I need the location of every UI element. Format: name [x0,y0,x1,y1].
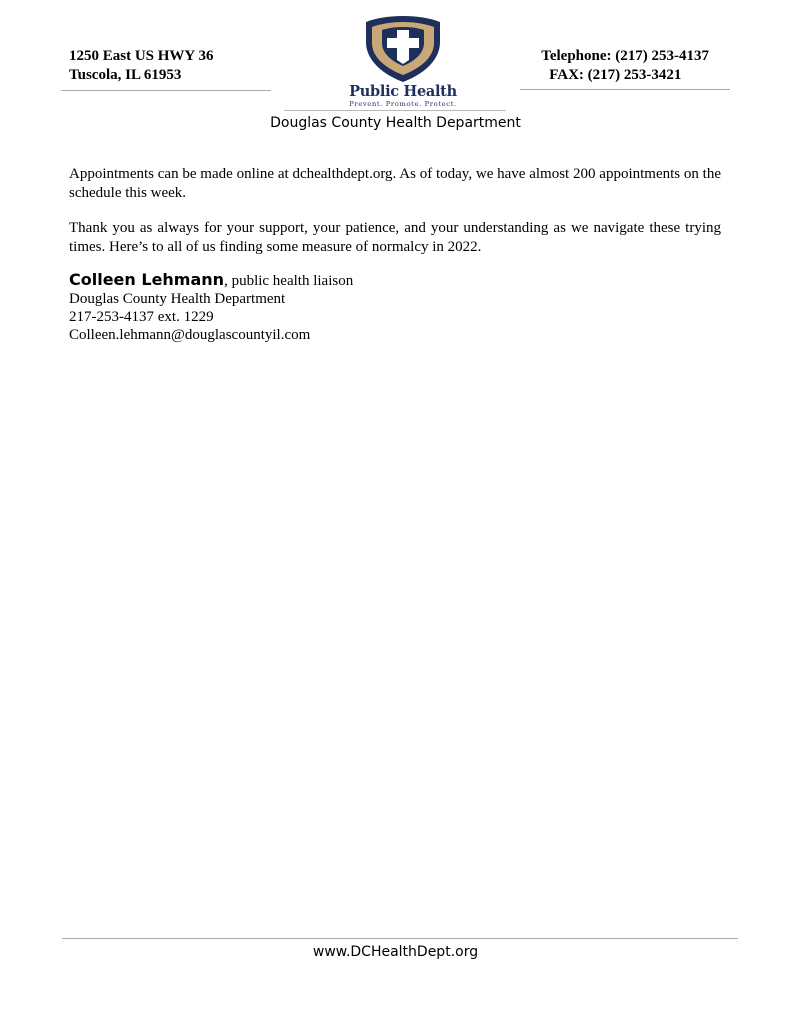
signature-title: , public health liaison [224,273,354,289]
logo-tagline: Prevent. Promote. Protect. [349,100,457,108]
footer-divider [62,938,738,939]
logo-divider [284,110,506,111]
department-name: Douglas County Health Department [270,115,521,131]
signature-name: Colleen Lehmann [69,270,225,289]
contact-block [541,47,709,85]
signature-email[interactable]: Colleen.lehmann@douglascountyil.com [69,327,311,343]
fax-number: FAX: (217) 253-3421 [549,67,682,83]
logo-title: Public Health [349,83,457,100]
signature-name-line [69,271,569,290]
signature-organization: Douglas County Health Department [69,291,286,307]
telephone-number: Telephone: (217) 253-4137 [541,48,709,64]
shield-cross-icon [344,14,462,84]
signature-phone: 217-253-4137 ext. 1229 [69,309,214,325]
footer-website[interactable]: www.DCHealthDept.org [312,944,479,960]
public-health-logo [344,14,462,110]
address-line-1: 1250 East US HWY 36 [69,48,214,64]
address-block [69,47,213,85]
signature-block [69,271,569,344]
header-divider-right [520,89,730,90]
letter-body [69,165,721,273]
header-divider-left [61,90,271,91]
paragraph-thanks: Thank you as always for your support, your patience, and your understanding as we navigate these trying times. Here’s to all of us finding some measure of normalcy in 2022. [69,220,721,255]
paragraph-appointments: Appointments can be made online at dchealthdept.org. As of today, we have almost 200 appointments on the schedule this week. [69,166,721,201]
address-line-2: Tuscola, IL 61953 [69,67,182,83]
